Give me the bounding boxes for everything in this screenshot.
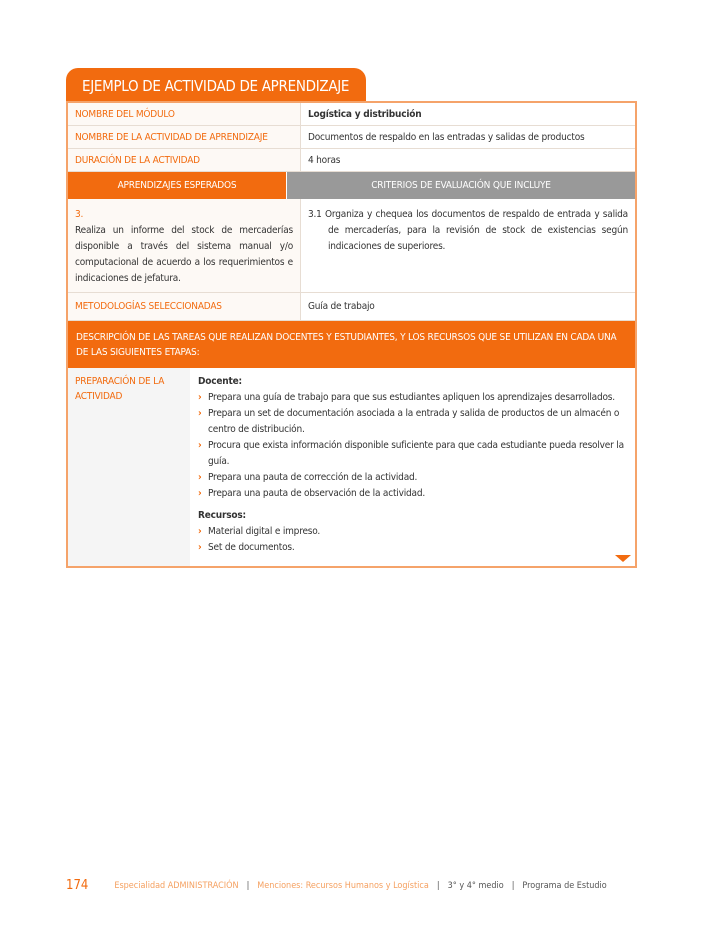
list-item: › Prepara una pauta de corrección de la actividad. (198, 470, 627, 486)
section-header (68, 172, 635, 199)
header-criterios: CRITERIOS DE EVALUACIÓN QUE INCLUYE (287, 172, 635, 199)
list-item: › Material digital e impreso. (198, 524, 627, 540)
criterio-text: 3.1 Organiza y chequea los documentos de respaldo de entrada y salida de mercaderías, para la revisión de stock de existencias según indicaciones de superiores. (308, 209, 628, 252)
nivel: 3° y 4° medio (447, 880, 504, 891)
list-item: › Set de documentos. (198, 540, 627, 556)
aprendizaje-text: Realiza un informe del stock de mercaderías disponible a través del sistema manual y/o computacional de acuerdo a los requerimientos e indicaciones de jefatura. (75, 225, 293, 284)
header-aprendizajes: APRENDIZAJES ESPERADOS (68, 172, 287, 199)
activity-title: EJEMPLO DE ACTIVIDAD DE APRENDIZAJE (66, 68, 366, 102)
docente-title: Docente: (198, 376, 242, 387)
etapa-label: PREPARACIÓN DE LA ACTIVIDAD (68, 368, 190, 566)
description-header: DESCRIPCIÓN DE LAS TAREAS QUE REALIZAN DOCENTES Y ESTUDIANTES, Y LOS RECURSOS QUE SE UTILIZAN EN CADA UNA DE LAS SIGUIENTES ETAPAS: (68, 321, 635, 368)
metodologias-row (68, 293, 635, 321)
list-item: › Prepara una pauta de observación de la actividad. (198, 486, 627, 502)
etapa-row (68, 368, 635, 566)
label: NOMBRE DE LA ACTIVIDAD DE APRENDIZAJE (68, 126, 301, 148)
list-item: › Prepara una guía de trabajo para que sus estudiantes apliquen los aprendizajes desarrollados. (198, 390, 627, 406)
value: 4 horas (308, 154, 341, 166)
page-number: 174 (66, 878, 89, 893)
criterio-cell (301, 199, 635, 292)
list-item: › Procura que exista información disponible suficiente para que cada estudiante pueda resolver la guía. (198, 438, 627, 470)
recursos-title: Recursos: (198, 510, 246, 521)
separator: | (246, 880, 250, 891)
especialidad: Especialidad ADMINISTRACIÓN (114, 880, 239, 891)
activity-table (66, 101, 637, 568)
value: Documentos de respaldo en las entradas y salidas de productos (308, 131, 585, 143)
etapa-content (190, 368, 635, 566)
label: METODOLOGÍAS SELECCIONADAS (68, 293, 301, 320)
programa: Programa de Estudio (522, 880, 607, 891)
separator: | (511, 880, 515, 891)
separator: | (436, 880, 440, 891)
menciones: Menciones: Recursos Humanos y Logística (257, 880, 429, 891)
continue-arrow-icon (615, 555, 631, 562)
value: Logística y distribución (308, 108, 422, 120)
duration-row (68, 149, 635, 172)
value: Guía de trabajo (308, 301, 375, 312)
module-row (68, 103, 635, 126)
activity-name-row (68, 126, 635, 149)
aprendizaje-number: 3. (75, 209, 84, 220)
footer (66, 878, 638, 893)
list-item: › Prepara un set de documentación asociada a la entrada y salida de productos de un almacén o centro de distribución. (198, 406, 627, 438)
aprendizaje-cell (68, 199, 301, 292)
label: DURACIÓN DE LA ACTIVIDAD (68, 149, 301, 171)
content-row (68, 199, 635, 293)
label: NOMBRE DEL MÓDULO (68, 103, 301, 125)
